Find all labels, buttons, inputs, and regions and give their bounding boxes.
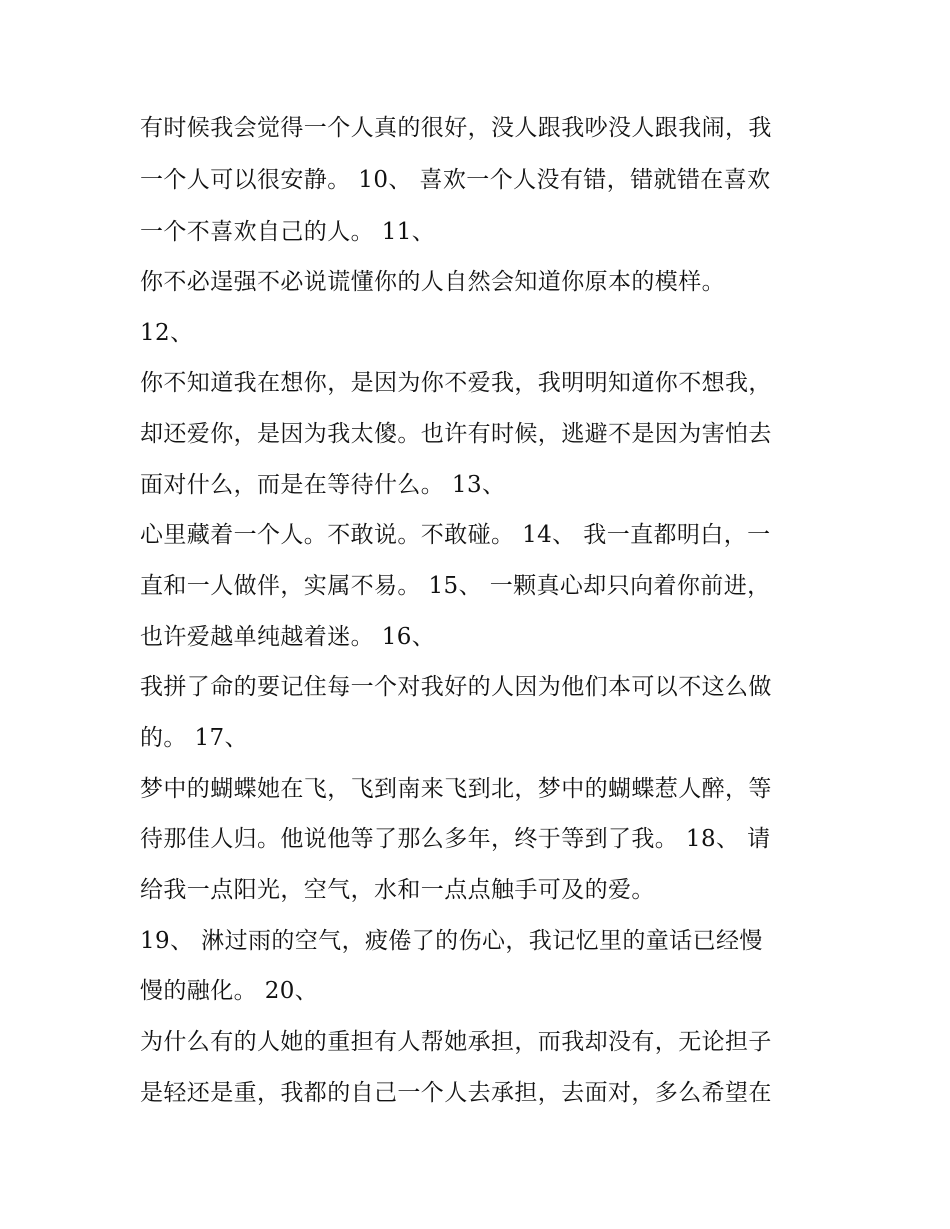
- text-line-20: 是轻还是重，我都的自己一个人去承担，去面对，多么希望在: [140, 1080, 772, 1106]
- text-line-6: 你不知道我在想你，是因为你不爱我，我明明知道你不想我，: [140, 370, 772, 396]
- text-line-13: 的。 17、: [140, 725, 248, 751]
- text-line-7: 却还爱你，是因为我太傻。也许有时候，逃避不是因为害怕去: [140, 421, 772, 447]
- text-line-10: 直和一人做伴，实属不易。 15、 一颗真心却只向着你前进，: [140, 573, 771, 599]
- text-line-14: 梦中的蝴蝶她在飞，飞到南来飞到北，梦中的蝴蝶惹人醉，等: [140, 776, 772, 802]
- text-line-12: 我拼了命的要记住每一个对我好的人因为他们本可以不这么做: [140, 674, 772, 700]
- text-line-9: 心里藏着一个人。不敢说。不敢碰。 14、 我一直都明白，一: [140, 522, 771, 548]
- text-line-1: 有时候我会觉得一个人真的很好，没人跟我吵没人跟我闹，我: [140, 115, 772, 141]
- text-line-18: 慢的融化。 20、: [140, 978, 319, 1004]
- text-line-16: 给我一点阳光，空气，水和一点点触手可及的爱。: [140, 877, 655, 903]
- text-line-11: 也许爱越单纯越着迷。 16、: [140, 624, 436, 650]
- text-line-8: 面对什么，而是在等待什么。 13、: [140, 472, 506, 498]
- text-line-17: 19、 淋过雨的空气，疲倦了的伤心，我记忆里的童话已经慢: [140, 928, 763, 954]
- text-line-15: 待那佳人归。他说他等了那么多年，终于等到了我。 18、 请: [140, 826, 771, 852]
- text-line-5: 12、: [140, 320, 194, 346]
- text-line-3: 一个不喜欢自己的人。 11、: [140, 219, 436, 245]
- text-line-2: 一个人可以很安静。 10、 喜欢一个人没有错，错就错在喜欢: [140, 167, 771, 193]
- text-line-4: 你不必逞强不必说谎懂你的人自然会知道你原本的模样。: [140, 269, 725, 295]
- text-line-19: 为什么有的人她的重担有人帮她承担，而我却没有，无论担子: [140, 1029, 772, 1055]
